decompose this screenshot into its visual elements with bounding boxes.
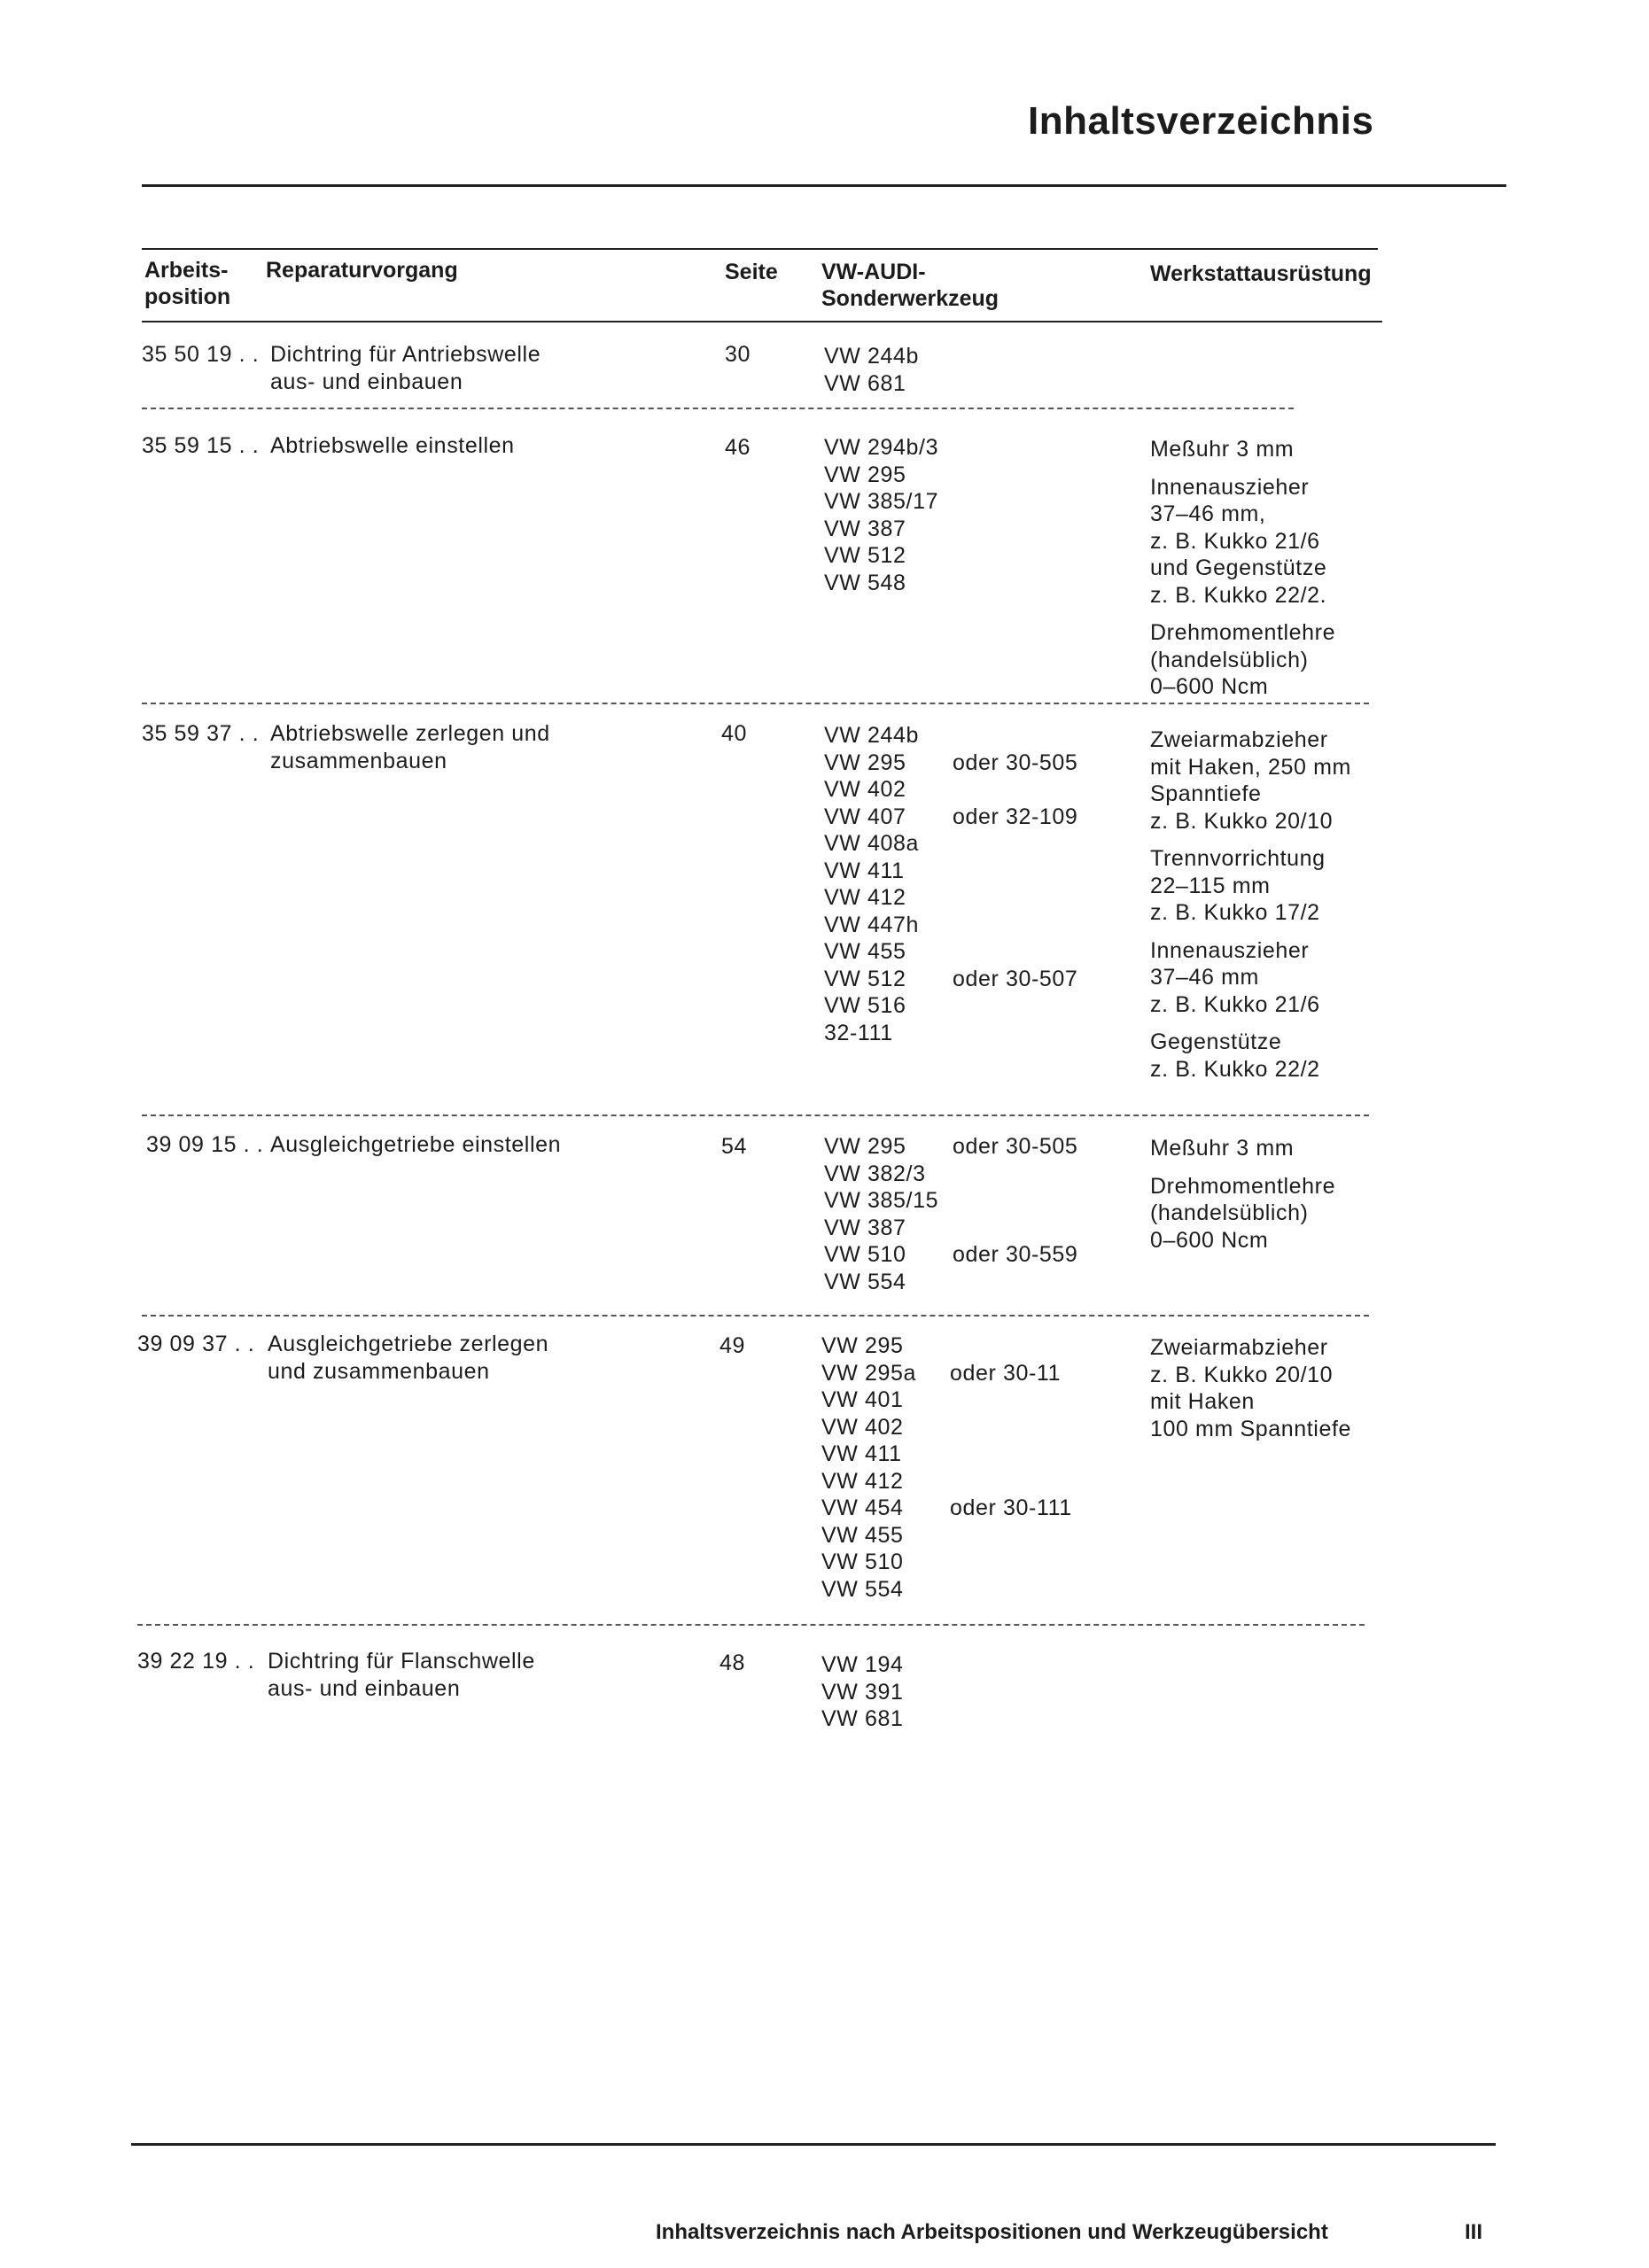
row-5-vorgang: [268, 1331, 548, 1385]
row-6-vorgang-line: Dichtring für Flanschwelle: [268, 1649, 535, 1674]
row-6-werkzeug: [821, 1651, 904, 1733]
row-2-ausruestung-line: und Gegenstütze: [1150, 555, 1327, 580]
row-4-alternativen: [953, 1133, 1077, 1269]
row-5-vorgang-line: Ausgleichgetriebe zerlegen: [268, 1332, 549, 1356]
row-3-alternativen: [953, 722, 1077, 992]
row-5-alternativen: [950, 1332, 1072, 1522]
col-header-seite: Seite: [725, 260, 778, 284]
row-4-ausruestung-line: 0–600 Ncm: [1150, 1227, 1269, 1253]
header-bottom-rule: [142, 321, 1382, 322]
row-5-vorgang-line: und zusammenbauen: [268, 1358, 490, 1384]
row-3-position: 35 59 37 . .: [142, 721, 260, 746]
row-3-seite: 40: [721, 721, 748, 746]
row-2-ausruestung-line: Innenauszieher: [1150, 474, 1310, 500]
row-2-ausruestung: [1150, 436, 1335, 701]
row-5-werkzeug-item: VW 402: [821, 1414, 904, 1440]
row-2-werkzeug-item: VW 512: [824, 543, 906, 568]
row-1-position: 35 50 19 . .: [142, 342, 260, 367]
row-5-werkzeug-item: VW 411: [821, 1441, 902, 1466]
row-4-alternative: oder 30-505: [953, 1134, 1078, 1159]
row-3-ausruestung-line: z. B. Kukko 22/2: [1150, 1056, 1320, 1082]
row-4-werkzeug: [824, 1133, 938, 1295]
col-header-sonderwerkzeug-line-2: Sonderwerkzeug: [821, 286, 1000, 311]
row-2-ausruestung-line: z. B. Kukko 22/2.: [1150, 582, 1327, 608]
row-5-werkzeug-item: VW 295: [821, 1333, 904, 1358]
row-3-ausruestung-line: 22–115 mm: [1150, 873, 1271, 898]
row-2-position: 35 59 15 . .: [142, 433, 260, 458]
row-2-ausruestung-line: 37–46 mm,: [1150, 501, 1266, 526]
row-2-ausruestung-line: 0–600 Ncm: [1150, 674, 1269, 699]
row-3-werkzeug-item: VW 244b: [824, 723, 920, 748]
row-1-vorgang-line: aus- und einbauen: [270, 369, 463, 394]
row-6-werkzeug-item: VW 194: [821, 1652, 904, 1677]
row-5-alternative: [950, 1441, 1072, 1468]
row-3-werkzeug-item: VW 412: [824, 885, 906, 910]
row-3-alternative: [953, 912, 1077, 939]
row-5-ausruestung: [1150, 1334, 1351, 1442]
row-2-vorgang: Abtriebswelle einstellen: [270, 433, 515, 458]
row-5-ausruestung-line: Zweiarmabzieher: [1150, 1335, 1328, 1360]
row-5-alternative: oder 30-111: [950, 1495, 1072, 1520]
col-header-arbeitsposition-line-1: Arbeits-: [144, 258, 229, 283]
row-2-werkzeug-item: VW 387: [824, 516, 906, 541]
row-4-werkzeug-item: VW 385/15: [824, 1188, 939, 1213]
row-5-werkzeug-item: VW 454: [821, 1495, 904, 1520]
row-5-werkzeug-item: VW 412: [821, 1468, 904, 1494]
row-3-ausruestung-line: Innenauszieher: [1150, 937, 1310, 963]
row-3-ausruestung-line: z. B. Kukko 21/6: [1150, 991, 1320, 1017]
row-3-werkzeug-item: VW 295: [824, 750, 906, 775]
row-3-werkzeug: [824, 722, 919, 1046]
row-3-alternative: oder 30-505: [953, 750, 1078, 775]
col-header-sonderwerkzeug: [821, 259, 999, 312]
row-2-werkzeug-item: VW 385/17: [824, 489, 939, 514]
row-3-werkzeug-item: VW 512: [824, 966, 906, 991]
col-header-arbeitsposition-line-2: position: [144, 284, 231, 309]
row-3-alternative: oder 30-507: [953, 966, 1078, 991]
row-2-ausruestung-line: Meßuhr 3 mm: [1150, 437, 1295, 462]
row-divider: [142, 1315, 1369, 1317]
row-4-seite: 54: [721, 1134, 748, 1159]
col-header-werkstattausruestung: Werkstattausrüstung: [1150, 261, 1372, 286]
row-5-alternative: [950, 1414, 1072, 1441]
row-6-seite: 48: [719, 1651, 746, 1675]
col-header-arbeitsposition: [144, 257, 230, 310]
row-3-vorgang-line: Abtriebswelle zerlegen und: [270, 721, 550, 746]
row-3-werkzeug-item: VW 408a: [824, 831, 920, 856]
row-1-vorgang-line: Dichtring für Antriebswelle: [270, 342, 541, 367]
row-3-alternative: [953, 884, 1077, 912]
row-2-werkzeug-item: VW 294b/3: [824, 435, 939, 460]
row-3-ausruestung-line: Gegenstütze: [1150, 1029, 1282, 1054]
row-4-alternative: oder 30-559: [953, 1242, 1078, 1267]
row-1-werkzeug-item: VW 244b: [824, 344, 920, 369]
row-2-ausruestung-line: z. B. Kukko 21/6: [1150, 528, 1320, 554]
row-5-seite: 49: [719, 1333, 746, 1358]
row-3-werkzeug-item: VW 411: [824, 858, 905, 883]
row-1-werkzeug-item: VW 681: [824, 370, 906, 396]
row-1-seite: 30: [725, 342, 751, 367]
row-2-werkzeug-item: VW 548: [824, 570, 906, 595]
row-3-alternative: oder 32-109: [953, 804, 1078, 829]
row-4-ausruestung-line: (handelsüblich): [1150, 1200, 1309, 1225]
row-3-ausruestung-line: Trennvorrichtung: [1150, 846, 1326, 871]
row-divider: [142, 703, 1369, 704]
row-5-werkzeug-item: VW 295a: [821, 1360, 917, 1386]
col-header-reparaturvorgang: Reparaturvorgang: [266, 258, 458, 283]
row-3-alternative: [953, 776, 1077, 804]
row-3-alternative: [953, 722, 1077, 750]
row-divider: [142, 408, 1294, 409]
row-5-alternative: oder 30-11: [950, 1360, 1062, 1386]
page-title: Inhaltsverzeichnis: [1028, 99, 1374, 143]
row-4-alternative: [953, 1215, 1077, 1242]
row-5-position: 39 09 37 . .: [137, 1332, 255, 1356]
row-4-vorgang: Ausgleichgetriebe einstellen: [270, 1132, 562, 1157]
row-4-werkzeug-item: VW 295: [824, 1134, 906, 1159]
page-number: III: [1465, 2220, 1483, 2244]
row-3-vorgang: [270, 720, 550, 774]
row-3-ausruestung-line: Zweiarmabzieher: [1150, 727, 1328, 752]
row-5-ausruestung-line: z. B. Kukko 20/10: [1150, 1362, 1334, 1387]
row-2-ausruestung-line: (handelsüblich): [1150, 647, 1309, 672]
row-4-ausruestung-line: Meßuhr 3 mm: [1150, 1136, 1295, 1161]
row-5-werkzeug-item: VW 401: [821, 1387, 904, 1412]
row-2-werkzeug: [824, 434, 938, 596]
row-3-werkzeug-item: VW 447h: [824, 912, 920, 937]
row-6-werkzeug-item: VW 391: [821, 1679, 904, 1705]
row-5-ausruestung-line: mit Haken: [1150, 1389, 1255, 1414]
row-5-werkzeug-item: VW 455: [821, 1522, 904, 1548]
row-4-werkzeug-item: VW 510: [824, 1242, 906, 1267]
row-4-ausruestung-line: Drehmomentlehre: [1150, 1173, 1336, 1199]
row-divider: [137, 1624, 1365, 1626]
row-5-werkzeug: [821, 1332, 916, 1603]
row-3-werkzeug-item: 32-111: [824, 1020, 893, 1045]
footer-rule: [131, 2143, 1496, 2146]
row-3-vorgang-line: zusammenbauen: [270, 748, 447, 773]
row-5-ausruestung-line: 100 mm Spanntiefe: [1150, 1416, 1351, 1441]
row-3-alternative: [953, 830, 1077, 858]
row-6-position: 39 22 19 . .: [137, 1649, 255, 1674]
row-3-ausruestung-line: 37–46 mm: [1150, 965, 1259, 990]
row-4-werkzeug-item: VW 387: [824, 1215, 906, 1240]
row-3-werkzeug-item: VW 407: [824, 804, 906, 829]
row-5-alternative: [950, 1468, 1072, 1495]
title-rule: [142, 184, 1506, 187]
row-2-werkzeug-item: VW 295: [824, 462, 906, 487]
row-6-vorgang: [268, 1648, 535, 1702]
row-6-vorgang-line: aus- und einbauen: [268, 1675, 461, 1701]
row-6-werkzeug-item: VW 681: [821, 1706, 904, 1731]
row-5-alternative: [950, 1386, 1072, 1414]
row-5-werkzeug-item: VW 554: [821, 1576, 904, 1602]
row-3-ausruestung-line: z. B. Kukko 17/2: [1150, 900, 1320, 925]
row-3-ausruestung-line: mit Haken, 250 mm: [1150, 754, 1351, 780]
row-3-ausruestung-line: z. B. Kukko 20/10: [1150, 808, 1334, 834]
footer-title: Inhaltsverzeichnis nach Arbeitspositionen und Werkzeugübersicht: [656, 2220, 1328, 2244]
row-2-seite: 46: [725, 435, 751, 460]
row-4-alternative: [953, 1161, 1077, 1188]
row-1-vorgang: [270, 341, 541, 395]
col-header-sonderwerkzeug-line-1: VW-AUDI-: [821, 260, 926, 284]
row-4-werkzeug-item: VW 382/3: [824, 1161, 926, 1186]
row-5-werkzeug-item: VW 510: [821, 1550, 904, 1574]
row-5-alternative: [950, 1332, 1072, 1360]
row-4-alternative: [953, 1187, 1077, 1215]
row-3-werkzeug-item: VW 455: [824, 939, 906, 964]
row-4-werkzeug-item: VW 554: [824, 1269, 906, 1294]
row-2-ausruestung-line: Drehmomentlehre: [1150, 620, 1336, 645]
row-3-werkzeug-item: VW 516: [824, 993, 906, 1018]
header-top-rule: [142, 248, 1378, 250]
row-4-position: 39 09 15 . .: [146, 1132, 264, 1157]
row-3-ausruestung: [1150, 726, 1351, 1083]
row-3-alternative: [953, 938, 1077, 966]
row-3-alternative: [953, 858, 1077, 885]
row-1-werkzeug: [824, 343, 919, 397]
row-divider: [142, 1115, 1369, 1116]
row-3-ausruestung-line: Spanntiefe: [1150, 781, 1262, 806]
row-4-ausruestung: [1150, 1135, 1335, 1254]
row-3-werkzeug-item: VW 402: [824, 777, 906, 802]
